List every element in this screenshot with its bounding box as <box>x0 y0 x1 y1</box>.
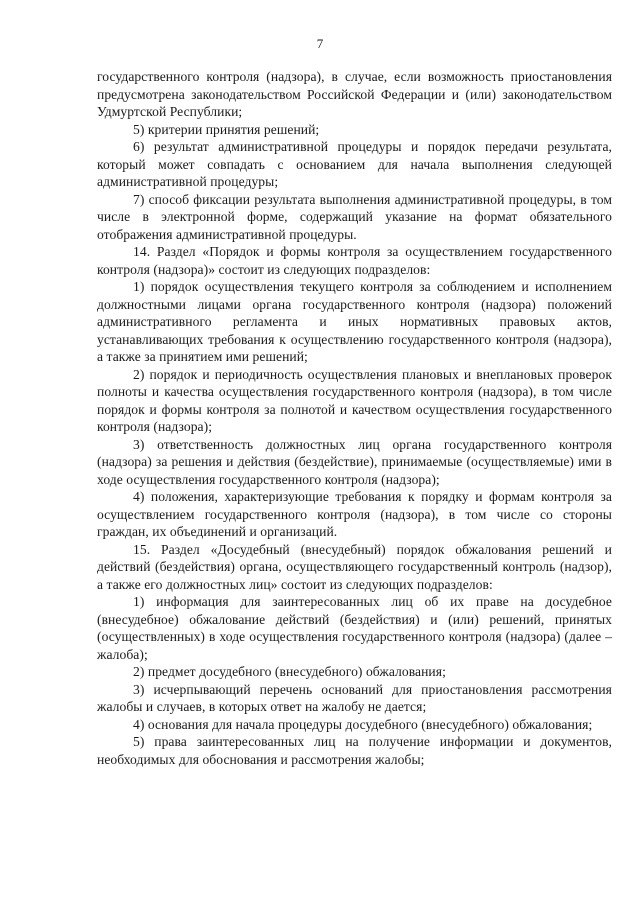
paragraph-section-15-item-1: 1) информация для заинтересованных лиц об их праве на досудебное (внесудебное) обжалование действий (бездействия) и (или) решений, принятых (осуществленных) в ходе осуществления государственного контроля (надзора) (далее – жалоба); <box>97 594 612 662</box>
paragraph-section-14-item-4: 4) положения, характеризующие требования к порядку и формам контроля за осуществлением государственного контроля (надзора), в том числе со стороны граждан, их объединений и организаций. <box>97 489 612 539</box>
paragraph-section-14-item-3: 3) ответственность должностных лиц органа государственного контроля (надзора) за решения и действия (бездействие), принимаемые (осуществляемые) ими в ходе осуществления государственного контроля (надзора); <box>97 436 612 487</box>
paragraph-item-5-decision-criteria: 5) критерии принятия решений; <box>133 121 320 137</box>
paragraph-item-6-procedure-result: 6) результат административной процедуры и порядок передачи результата, который может совпадать с основанием для начала выполнения следующей административной процедуры; <box>97 139 612 189</box>
paragraph-section-15-item-5: 5) права заинтересованных лиц на получение информации и документов, необходимых для обоснования и рассмотрения жалобы; <box>97 734 612 767</box>
paragraph-section-14-item-1: 1) порядок осуществления текущего контроля за соблюдением и исполнением должностными лицами органа государственного контроля (надзора) положений административного регламента и иных нормативных правовых актов, устанавливающих требования к осуществлению государственного контроля (надзора), а также за принятием ими решений; <box>97 279 612 364</box>
paragraph-continuation: государственного контроля (надзора), в случае, если возможность приостановления предусмотрена законодательством Российской Федерации и (или) законодательством Удмуртской Республики; <box>97 69 612 119</box>
paragraph-section-15-heading: 15. Раздел «Досудебный (внесудебный) порядок обжалования решений и действий (бездействия) органа, осуществляющего государственный контроль (надзор), а также его должностных лиц» состоит из следующих подразделов: <box>97 541 612 592</box>
document-body <box>97 68 612 768</box>
paragraph-section-14-item-2: 2) порядок и периодичность осуществления плановых и внеплановых проверок полноты и качества осуществления государственного контроля (надзора), в том числе порядок и формы контроля за полнотой и качеством осуществления государственного контроля (надзора); <box>97 366 612 434</box>
paragraph-section-14-heading: 14. Раздел «Порядок и формы контроля за осуществлением государственного контроля (надзора)» состоит из следующих подразделов: <box>97 244 612 277</box>
paragraph-item-7-result-recording: 7) способ фиксации результата выполнения административной процедуры, в том числе в электронной форме, содержащий указание на формат обязательного отображения административной процедуры. <box>97 191 612 242</box>
page-number: 7 <box>316 36 324 51</box>
paragraph-section-15-item-3: 3) исчерпывающий перечень оснований для приостановления рассмотрения жалобы и случаев, в которых ответ на жалобу не дается; <box>97 681 612 714</box>
paragraph-section-15-item-2: 2) предмет досудебного (внесудебного) обжалования; <box>133 664 446 679</box>
paragraph-section-15-item-4: 4) основания для начала процедуры досудебного (внесудебного) обжалования; <box>133 716 593 732</box>
